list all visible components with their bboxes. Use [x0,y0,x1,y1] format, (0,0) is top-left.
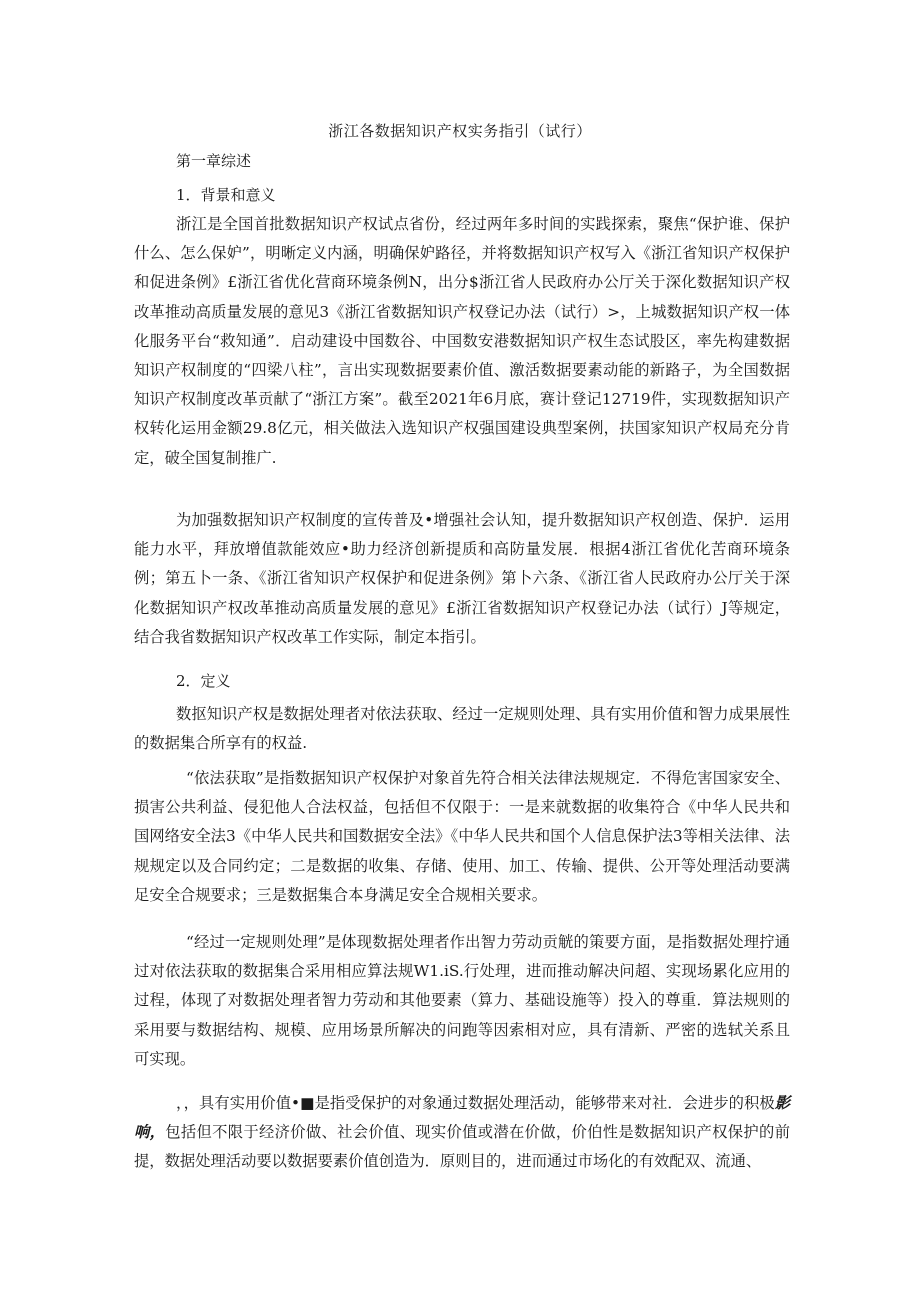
section-heading-definition: 2．定义 [176,672,231,690]
paragraph-definition: 数抠知识产权是数据处理者对依法获取、经过一定规则处理、具有实用价值和智力成果展性的数据集合所享有的权益. [134,705,790,753]
practical-value-emphasis: 影响， [134,1094,790,1142]
paragraph-background: 浙江是全国首批数据知识产权试点省份，经过两年多时间的实践探索，聚焦“保护谁、保护什么、怎么保妒”，明晰定义内涵，明确保妒路径，并将数据知识产权写入《浙江省知识产权保护和促进条例》£浙江省优化营商环境条例N，出分$浙江省人民政府办公厅关于深化数据知识产权改革推动高质量发展的意见3《浙江省数据知识产权登记办法（试行）>，上城数据知识产权一体化服务平台“救知通”．启动建设中国数谷、中国数安港数据知识产权生态试股区，率先构建数据知识产权制度的“四梁八柱”，言出实现数据要素价值、激活数据要素动能的新路子，为全国数据知识产权制度改革贡献了“浙江方案”。截至2021年6月底，赛计登记12719件，实现数据知识产权转化运用金额29.8亿元，相关做法入选知识产权强国建设典型案例，扶国家知识产权局充分肯定，破全国复制推广. [134,215,790,467]
paragraph-lawful-acquisition: “依法获取”是指数据知识产权保护对象首先符合相关法律法规规定．不得危害国家安全、损害公共利益、侵犯他人合法权益，包括但不仅限于：一是来就数据的收集符合《中华人民共和国网络安全法3《中华人民共和国数据安全法》《中华人民共和国个人信息保护法3等相关法律、法规规定以及合同约定；二是数据的收集、存储、使用、加工、传输、提供、公开等处理活动要满足安全合规要求；三是数据集合本身满足安全合规相关要求。 [134,769,790,904]
section-heading-background: 1．背景和意义 [176,186,276,204]
chapter-heading: 第一章综述 [176,152,252,170]
practical-value-text-rest: 包括但不限于经济价做、社会价值、现实价值或潜在价做，价伯性是数据知识产权保护的前提，数据处理活动要以数据要素价值创造为．原则目的，进而通过市场化的有效配双、流通、 [134,1123,790,1171]
paragraph-practical-value [134,1089,790,1177]
paragraph-rule-processing: “经过一定规则处理”是体现数据处理者作出智力劳动贡觥的策要方面，是指数据处理拧通过对依法获取的数据集合采用相应算法规W1.iS.行处理，进而推动解决问超、实现场累化应用的过程，体现了对数据处理者智力劳动和其他要素（算力、基础设施等）投入的尊重．算法规则的采用要与数据结构、规模、应用场景所解决的问跑等因索相对应，具有清新、严密的选轼关系且可实现。 [134,933,790,1068]
paragraph-purpose: 为加强数据知识产权制度的宣传普及•增强社会认知，提升数据知识产权创造、保护．运用能力水平，拜放增值款能效应•助力经济创新提质和高防量发展．根据4浙江省优化苦商环境条例；第五卜一条、《浙江省知识产权保护和促进条例》第卜六条、《浙江省人民政府办公厅关于深化数据知识产权改革推动高质量发展的意见》£浙江省数据知识产权登记办法（试行）J等规定，结合我省数据知识产权改革工作实际，制定本指引。 [134,511,790,646]
practical-value-text-start: ，，具有实用价值•■是指受保护的对象通过数据处理活动，能够带来对社．会进步的积极 [176,1094,775,1112]
document-title: 浙江各数据知识产权实务指引（试行） [328,122,592,140]
